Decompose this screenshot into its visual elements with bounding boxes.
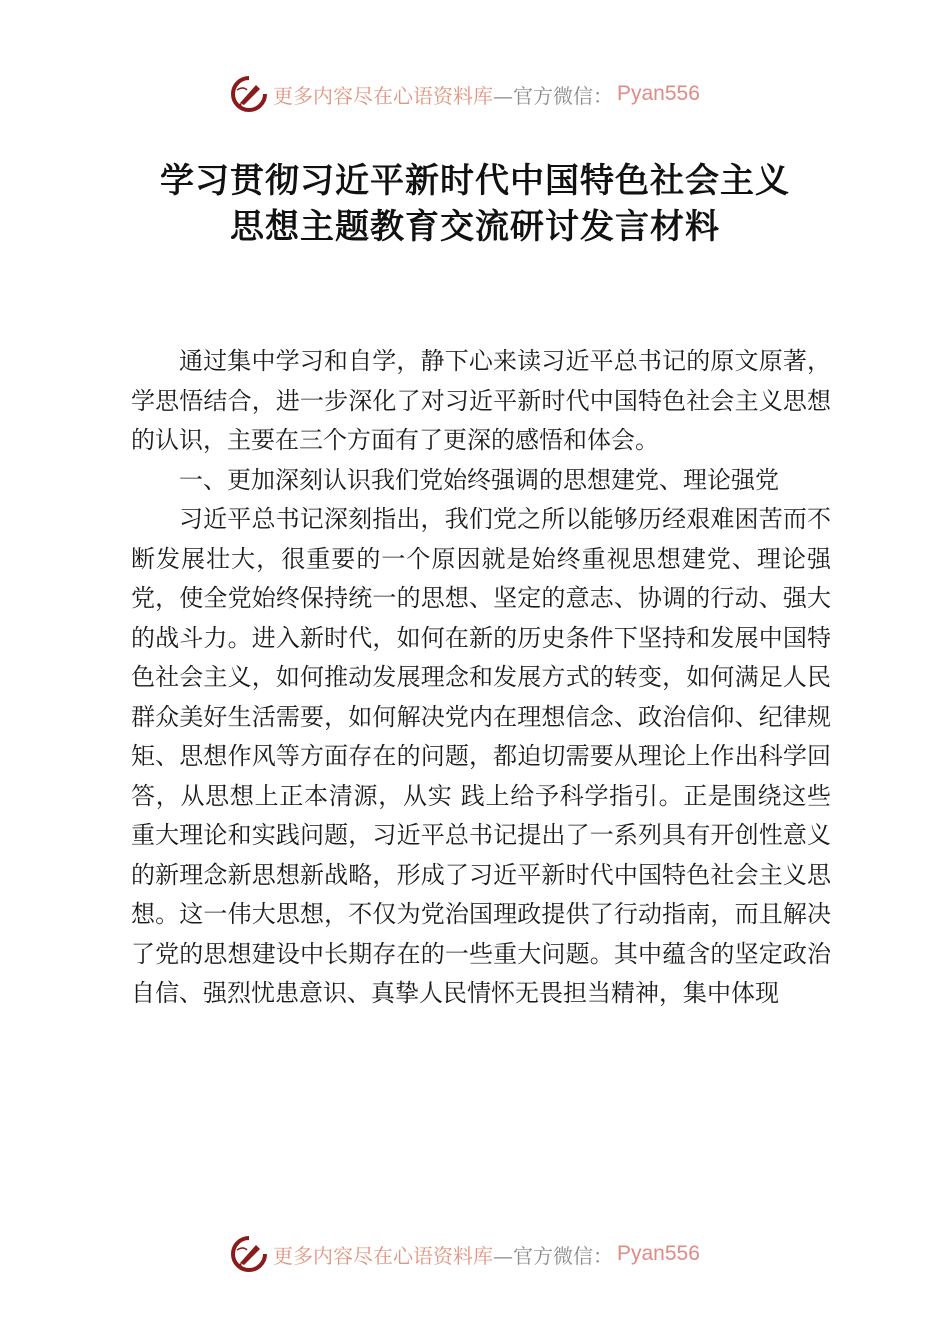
site-name-text: 更多内容尽在心语资料库	[273, 83, 493, 108]
body-paragraph: 习近平总书记深刻指出，我们党之所以能够历经艰难困苦而不断发展壮大，很重要的一个原因就是始终重视思想建党、理论强党，使全党始终保持统一的思想、坚定的意志、协调的行动、强大的战斗力。进入新时代，如何在新的历史条件下坚持和发展中国特色社会主义，如何推动发展理念和发展方式的转变，如何满足人民群众美好生活需要，如何解决党内在理想信念、政治信仰、纪律规矩、思想作风等方面存在的问题，都迫切需要从理论上作出科学回答，从思想上正本清源，从实 践上给予科学指引。正是围绕这些重大理论和实践问题，习近平总书记提出了一系列具有开创性意义的新理念新思想新战略，形成了习近平新时代中国特色社会主义思想。这一伟大思想，不仅为党治国理政提供了行动指南，而且解决了党的思想建设中长期存在的一些重大问题。其中蕴含的坚定政治自信、强烈忧患意识、真挚人民情怀无畏担当精神，集中体现	[131, 505, 831, 1007]
wechat-id: Pyan556	[617, 82, 700, 105]
header-banner	[231, 72, 700, 116]
site-name-text: 更多内容尽在心语资料库	[273, 1243, 493, 1268]
title-line-2: 思想主题教育交流研讨发言材料	[230, 207, 720, 247]
wechat-id: Pyan556	[617, 1242, 700, 1265]
wechat-label: —官方微信：	[493, 83, 613, 108]
document-title	[0, 158, 950, 250]
document-body	[131, 342, 831, 1014]
footer-banner	[231, 1232, 700, 1276]
section-heading-1: 一、更加深刻认识我们党始终强调的思想建党、理论强党	[179, 465, 779, 494]
pen-circle-logo-icon	[231, 76, 267, 112]
wechat-label: —官方微信：	[493, 1243, 613, 1268]
pen-circle-logo-icon	[231, 1236, 267, 1272]
intro-paragraph: 通过集中学习和自学，静下心来读习近平总书记的原文原著，学思悟结合，进一步深化了对习近平新时代中国特色社会主义思想的认识，主要在三个方面有了更深的感悟和体会。	[131, 347, 831, 454]
title-line-1: 学习贯彻习近平新时代中国特色社会主义	[160, 161, 790, 201]
